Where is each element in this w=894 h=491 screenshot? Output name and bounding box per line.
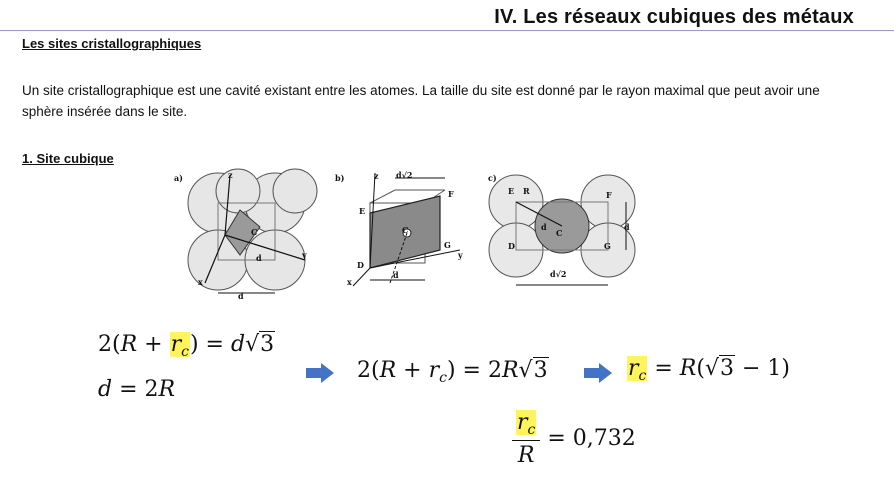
figure-c-d2: d	[624, 222, 630, 232]
equation-5: $\frac{r_c}{R}$ = 0,732	[512, 410, 636, 468]
figure-c-bottom: d√2	[550, 269, 567, 279]
figure-c-label: c)	[488, 173, 497, 183]
figure-a-x: x	[198, 277, 203, 287]
subsection-title: 1. Site cubique	[22, 151, 114, 166]
figure-b-G: G	[444, 240, 451, 250]
paragraph: Un site cristallographique est une cavité existant entre les atomes. La taille du site est donné par le rayon maximal que peut avoir une sphère insérée dans le site.	[22, 83, 820, 119]
figure-c-G: G	[604, 241, 611, 251]
figure-b-z: z	[374, 171, 379, 181]
figure-c-D: D	[508, 241, 515, 251]
equation-2: d = 2R	[98, 377, 176, 402]
equation-3: $2(R + r_c) = 2R√3$	[357, 358, 548, 386]
header-rule	[0, 30, 894, 31]
figure-b-d: d	[393, 270, 399, 280]
figure-b-F: F	[448, 189, 454, 199]
equation-1: $2(R + r_c) = d√3$	[98, 332, 275, 360]
figure-c-R: R	[523, 186, 530, 196]
figure-c-d: d	[541, 222, 547, 232]
figure-b-label: b)	[335, 173, 345, 183]
section-title: Les sites cristallographiques	[22, 36, 202, 51]
figure-b-top: d√2	[396, 170, 413, 180]
figure-c-c: C	[556, 228, 563, 238]
figure-a-label: a)	[174, 173, 183, 183]
equation-4: $r_c = R(√3 - 1)$	[628, 356, 790, 384]
figure-a-c: C	[251, 227, 258, 237]
figure-a-d: d	[256, 253, 262, 263]
figure-b-D: D	[357, 260, 364, 270]
figure-c-E: E	[508, 186, 515, 196]
figure-c-F: F	[606, 190, 612, 200]
figure-b-c: C	[402, 225, 409, 235]
figure-a-y: y	[302, 250, 307, 260]
figure-a-z: z	[228, 170, 233, 180]
figure-b-y: y	[458, 250, 463, 260]
figure-b-x: x	[347, 277, 352, 287]
header-title: IV. Les réseaux cubiques des métaux	[494, 6, 854, 28]
arrow-right-icon	[305, 362, 335, 384]
figure-a-d2: d	[238, 291, 244, 301]
arrow-right-icon	[583, 362, 613, 384]
figure-b-E: E	[359, 206, 366, 216]
